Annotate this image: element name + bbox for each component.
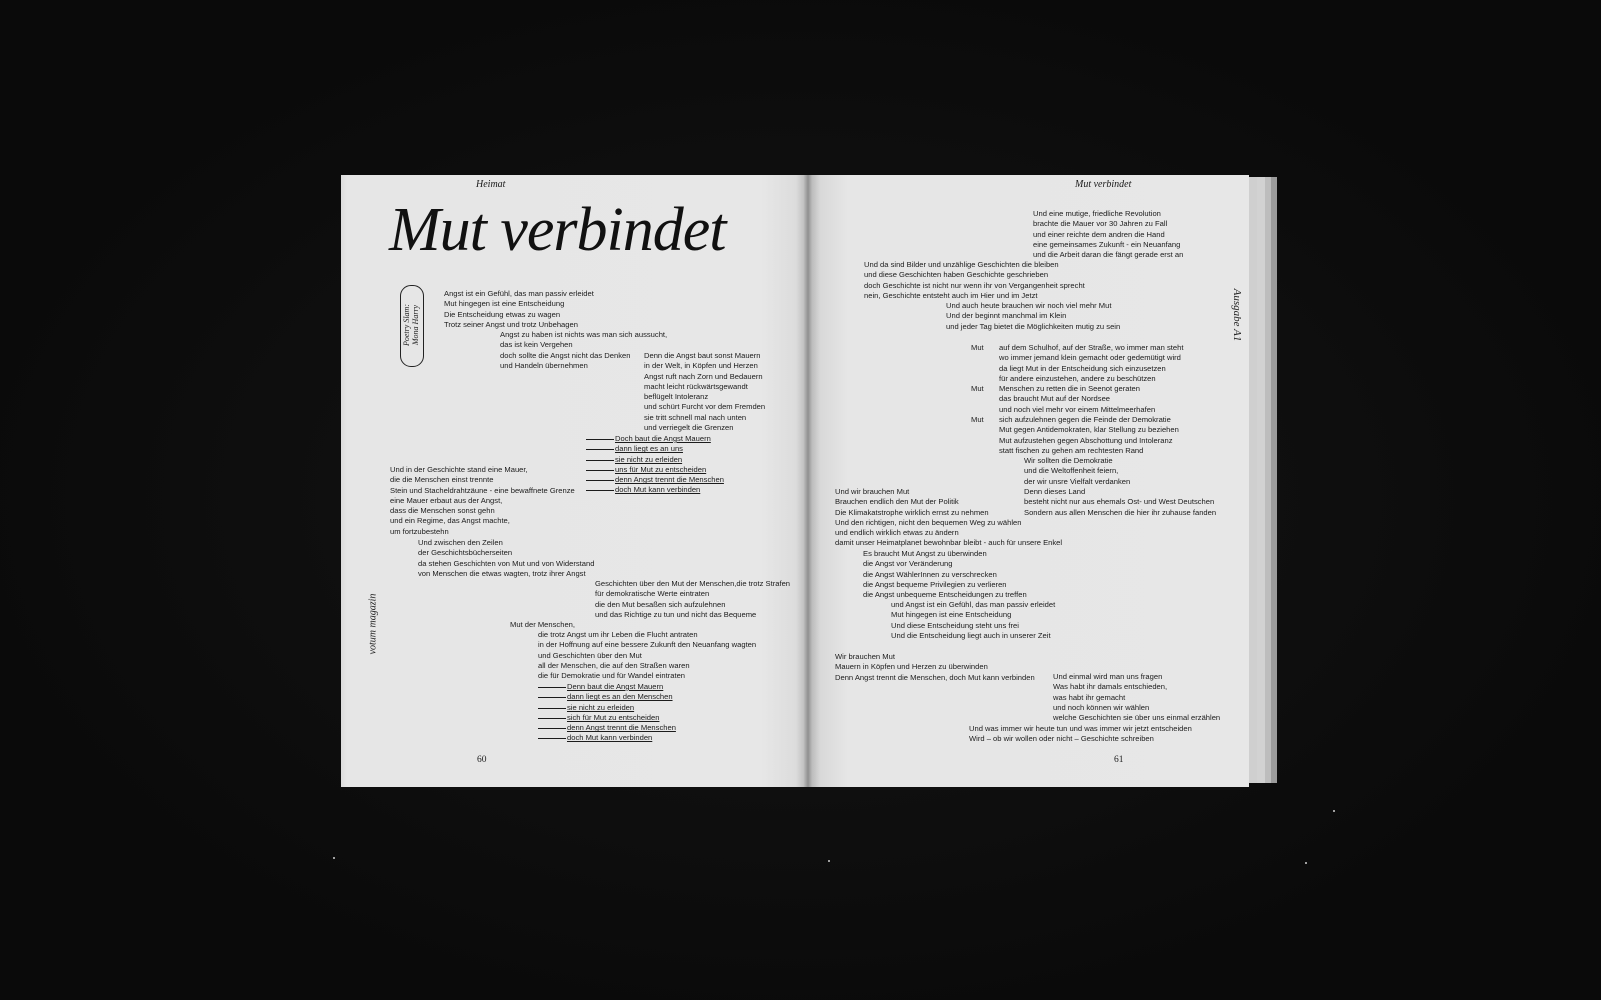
poem-stanza-r4: auf dem Schulhof, auf der Straße, wo immer man steht wo immer jemand klein gemacht oder gedemütigt wird da liegt Mut in der Entscheidung sich einzusetzen für andere einzustehen, andere zu beschützen Menschen zu retten die in Seenot geraten das braucht Mut auf der Nordsee und noch viel mehr vor einem Mittelmeerhafen sich aufzulehnen gegen die Feinde der Demokratie Mut gegen Antidemokraten, klar Stellung zu beziehen Mut aufzustehen gegen Abschottung und Intoleranz statt fischen zu gehen am rechtesten Rand xyxy=(999,343,1184,455)
issue-label: Ausgabe A1 xyxy=(1231,288,1243,342)
author-credit: Poetry Slam: Mona Harry xyxy=(402,304,420,346)
poem-stanza-r10: Und einmal wird man uns fragen Was habt ihr damals entschieden, was habt ihr gemacht und noch können wir wählen welche Geschichten sie über uns einmal erzählen xyxy=(1053,672,1221,723)
poem-stanza-r9: Wir brauchen Mut Mauern in Köpfen und Herzen zu überwinden Denn Angst trennt die Menschen, doch Mut kann verbinden xyxy=(835,652,1035,682)
magazine-spread xyxy=(341,175,1277,787)
running-header: Mut verbindet xyxy=(1075,179,1132,190)
section-header: Heimat xyxy=(476,179,506,190)
poem-stanza-3: Denn die Angst baut sonst Mauern in der Welt, in Köpfen und Herzen Angst ruft nach Zorn und Bedauern macht leicht rückwärtsgewandt beflügelt Intoleranz und schürt Furcht vor dem Fremden sie tritt schnell mal nach unten und verriegelt die Grenzen xyxy=(644,351,766,433)
poem-stanza-r8: und Angst ist ein Gefühl, das man passiv erleidet Mut hingegen ist eine Entscheidung Und diese Entscheidung steht uns frei Und die Entscheidung liegt auch in unserer Zeit xyxy=(891,600,1056,640)
poem-stanza-r1: Und eine mutige, friedliche Revolution brachte die Mauer vor 30 Jahren zu Fall und einer reichte dem andren die Hand eine gemeinsames Zukunft - ein Neuanfang und die Arbeit daran die fängt gerade erst an xyxy=(1033,209,1184,260)
left-page xyxy=(341,175,808,787)
poem-stanza-6: Und zwischen den Zeilen der Geschichtsbücherseiten da stehen Geschichten von Mut und von Widerstand von Menschen die etwas wagten, trotz ihrer Angst xyxy=(418,538,595,578)
dust-speck xyxy=(1305,862,1307,864)
poem-stanza-r7: Es braucht Mut Angst zu überwinden die Angst vor Veränderung die Angst WählerInnen zu verschrecken die Angst bequeme Privilegien zu verlieren die Angst unbequeme Entscheidungen zu treffen xyxy=(863,549,1027,600)
book-gutter xyxy=(804,175,812,787)
mut-label: Mut xyxy=(971,415,984,424)
mut-label: Mut xyxy=(971,343,984,352)
right-page xyxy=(808,175,1249,787)
dust-speck xyxy=(1333,810,1335,812)
poem-stanza-r2: Und da sind Bilder und unzählige Geschichten die bleiben und diese Geschichten haben Geschichte geschrieben doch Geschichte ist nicht nur wenn ihr von Vergangenheit sprecht nein, Geschichte entsteht auch im Hier und im Jetzt xyxy=(864,260,1085,300)
poem-stanza-r5a: Wir sollten die Demokratie und die Weltoffenheit feiern, der wir unsre Vielfalt verdanken xyxy=(1024,456,1131,486)
poem-refrain-1: Doch baut die Angst Mauern dann liegt es an uns sie nicht zu erleiden uns für Mut zu entscheiden denn Angst trennt die Menschen doch Mut kann verbinden xyxy=(586,434,724,496)
article-title: Mut verbindet xyxy=(389,196,726,264)
page-number: 60 xyxy=(477,755,487,765)
poem-stanza-r11: Und was immer wir heute tun und was immer wir jetzt entscheiden Wird – ob wir wollen oder nicht – Geschichte schreiben xyxy=(969,724,1192,744)
poem-stanza-2: Angst zu haben ist nichts was man sich aussucht, das ist kein Vergehen doch sollte die Angst nicht das Denken und Handeln übernehmen xyxy=(500,330,668,370)
magazine-name: votum magazin xyxy=(367,593,379,655)
dust-speck xyxy=(333,857,335,859)
poem-stanza-5: Und in der Geschichte stand eine Mauer, die die Menschen einst trennte Stein und Stacheldrahtzäune - eine bewaffnete Grenze eine Mauer erbaut aus der Angst, dass die Menschen sonst gehn und ein Regime, das Angst machte, um fortzubestehn xyxy=(390,465,575,536)
poem-stanza-8-lead: Mut der Menschen, xyxy=(510,620,575,629)
poem-stanza-1: Angst ist ein Gefühl, das man passiv erleidet Mut hingegen ist eine Entscheidung Die Entscheidung etwas zu wagen Trotz seiner Angst und trotz Unbehagen xyxy=(444,289,594,329)
mut-label: Mut xyxy=(971,384,984,393)
poem-stanza-7: Geschichten über den Mut der Menschen,die trotz Strafen für demokratische Werte eintraten die den Mut besaßen sich aufzulehnen und das Richtige zu tun und nicht das Bequeme xyxy=(595,579,791,619)
poem-stanza-8: die trotz Angst um ihr Leben die Flucht antraten in der Hoffnung auf eine bessere Zukunft den Neuanfang wagten und Geschichten über den Mut all der Menschen, die auf den Straßen waren die für Demokratie und für Wandel eintraten xyxy=(538,630,757,681)
page-number: 61 xyxy=(1114,755,1124,765)
dust-speck xyxy=(828,860,830,862)
poem-stanza-r6: Und wir brauchen Mut Brauchen endlich den Mut der Politik Die Klimakatstrophe wirklich ernst zu nehmen Und den richtigen, nicht den bequemen Weg zu wählen und endlich wirklich etwas zu ändern damit unser Heimatplanet bewohnbar bleibt - auch für unsere Enkel xyxy=(835,487,1063,548)
poem-stanza-r3: Und auch heute brauchen wir noch viel mehr Mut Und der beginnt manchmal im Klein und jeder Tag bietet die Möglichkeiten mutig zu sein xyxy=(946,301,1121,331)
poem-stanza-r5b: Denn dieses Land besteht nicht nur aus ehemals Ost- und West Deutschen Sondern aus allen Menschen die hier ihr zuhause fanden xyxy=(1024,487,1217,517)
poem-refrain-2: Denn baut die Angst Mauern dann liegt es an den Menschen sie nicht zu erleiden sich für Mut zu entscheiden denn Angst trennt die Menschen doch Mut kann verbinden xyxy=(538,682,676,744)
